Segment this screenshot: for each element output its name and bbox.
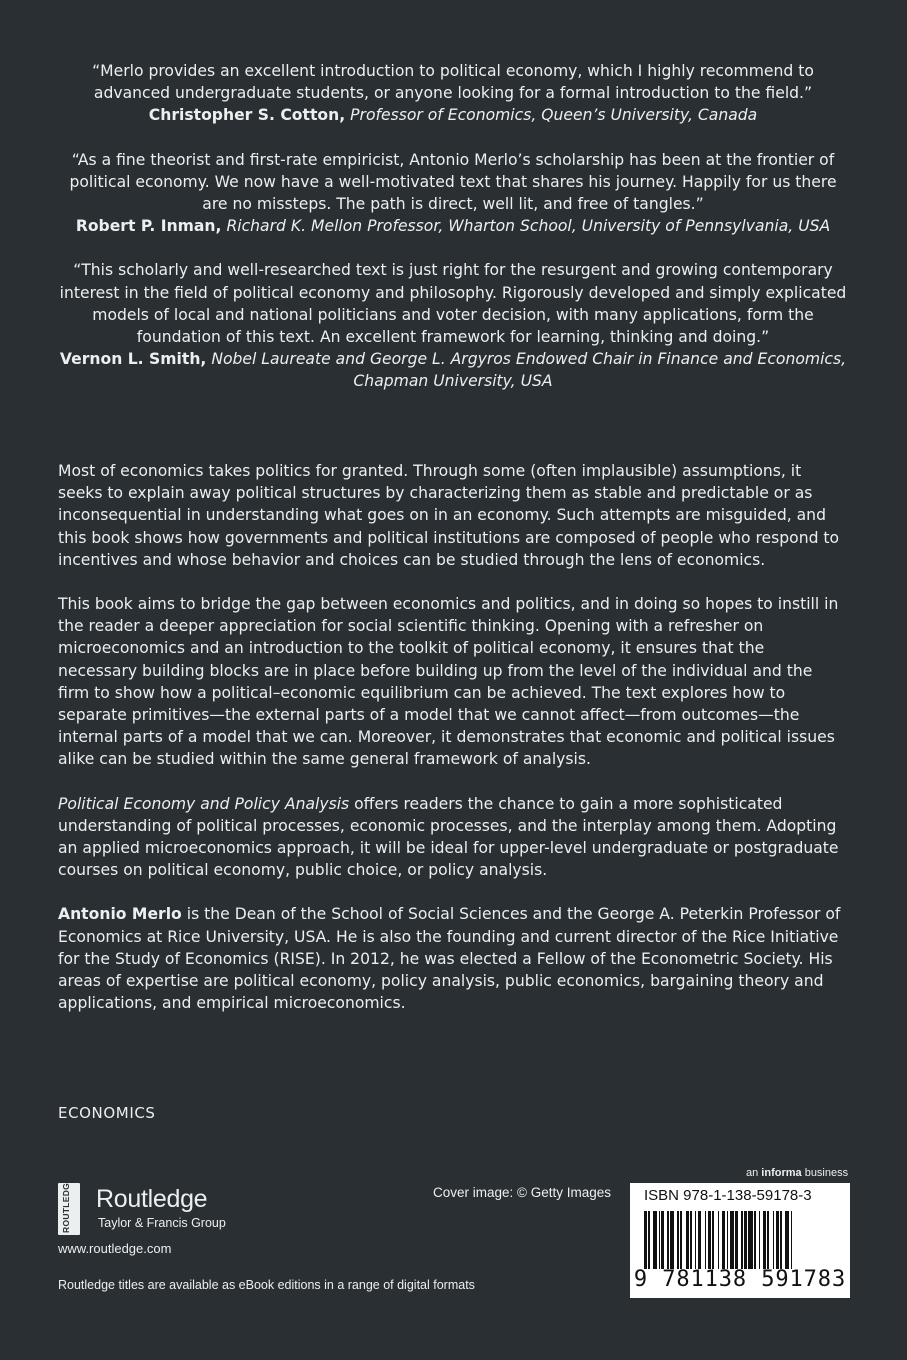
- endorser-affiliation: Nobel Laureate and George L. Argyros Endowed Chair in Finance and Economics, Chapman University, USA: [211, 350, 847, 391]
- endorser-affiliation: Professor of Economics, Queen’s University, Canada: [350, 106, 758, 125]
- description-paragraph-3: Political Economy and Policy Analysis offers readers the chance to gain a more sophisticated understanding of political processes, economic processes, and the interplay among them. Adopting an applied microeconomics approach, it will be ideal for upper-level undergraduate or postgraduate courses on political economy, public choice, or policy analysis.: [58, 794, 839, 880]
- book-title: Political Economy and Policy Analysis: [58, 794, 350, 813]
- cover-credit: Cover image: © Getty Images: [433, 1185, 612, 1200]
- publisher-name: Routledge: [96, 1185, 208, 1213]
- author-name: Antonio Merlo: [58, 905, 182, 924]
- author-bio: Antonio Merlo is the Dean of the School of Social Sciences and the George A. Peterkin Professor of Economics at Rice University, USA. He is also the founding and current director of the Rice Initiative for the Study of Economics (RISE). In 2012, he was elected a Fellow of the Econometric Society. His areas of expertise are political economy, policy analysis, public economics, bargaining theory and applications, and empirical microeconomics.: [58, 905, 841, 1013]
- isbn-label: ISBN 978-1-138-59178-3: [644, 1187, 812, 1204]
- informa-tagline: an informa business: [746, 1167, 849, 1179]
- quote-text: “Merlo provides an excellent introduction to political economy, which I highly recommend to advanced undergraduate students, or anyone looking for a formal introduction to the field.”: [92, 62, 814, 103]
- endorsements: [58, 60, 848, 415]
- publisher-group: Taylor & Francis Group: [98, 1216, 226, 1230]
- endorser-affiliation: Richard K. Mellon Professor, Wharton School, University of Pennsylvania, USA: [226, 217, 831, 236]
- routledge-book-icon: ROUTLEDGE: [58, 1183, 80, 1235]
- subject-category: ECONOMICS: [58, 1104, 156, 1122]
- book-description: [58, 460, 848, 1036]
- ebook-note: Routledge titles are available as eBook editions in a range of digital formats: [58, 1278, 475, 1292]
- endorsement-inman: [58, 149, 848, 238]
- publisher-url: www.routledge.com: [58, 1241, 172, 1256]
- barcode-bars: [644, 1211, 838, 1269]
- endorser-name: Vernon L. Smith,: [59, 350, 207, 369]
- quote-text: “As a fine theorist and first-rate empiricist, Antonio Merlo’s scholarship has been at the frontier of political economy. We now have a well-motivated text that shares his journey. Happily for us there are no missteps. The path is direct, well lit, and free of tangles.”: [69, 150, 837, 214]
- quote-text: “This scholarly and well-researched text is just right for the resurgent and growing contemporary interest in the field of political economy and philosophy. Rigorously developed and simply explicated models of local and national politicians and voter decision, with many applications, form the foundation of this text. An excellent framework for learning, thinking and doing.”: [59, 261, 847, 347]
- description-paragraph-2: This book aims to bridge the gap between economics and politics, and in doing so hopes to instill in the reader a deeper appreciation for social scientific thinking. Opening with a refresher on microeconomics and an introduction to the toolkit of political economy, it ensures that the necessary building blocks are in place before building up from the level of the individual and the firm to show how a political–economic equilibrium can be achieved. The text explores how to separate primitives—the external parts of a model that we cannot affect—from outcomes—the internal parts of a model that we can. Moreover, it demonstrates that economic and political issues alike can be studied within the same general framework of analysis.: [58, 595, 839, 769]
- isbn-barcode: [630, 1183, 850, 1298]
- routledge-logo: [58, 1176, 258, 1235]
- endorsement-cotton: [58, 60, 848, 127]
- endorsement-smith: [58, 259, 848, 392]
- barcode-number: 9 781138 591783: [633, 1267, 847, 1292]
- endorser-name: Christopher S. Cotton,: [148, 106, 346, 125]
- description-paragraph-1: Most of economics takes politics for granted. Through some (often implausible) assumptions, it seeks to explain away political structures by characterizing them as stable and predictable or as inconsequential in understanding what goes on in an economy. Such attempts are misguided, and this book shows how governments and political institutions are composed of people who respond to incentives and whose behavior and choices can be studied through the lens of economics.: [58, 462, 840, 569]
- endorser-name: Robert P. Inman,: [75, 217, 222, 236]
